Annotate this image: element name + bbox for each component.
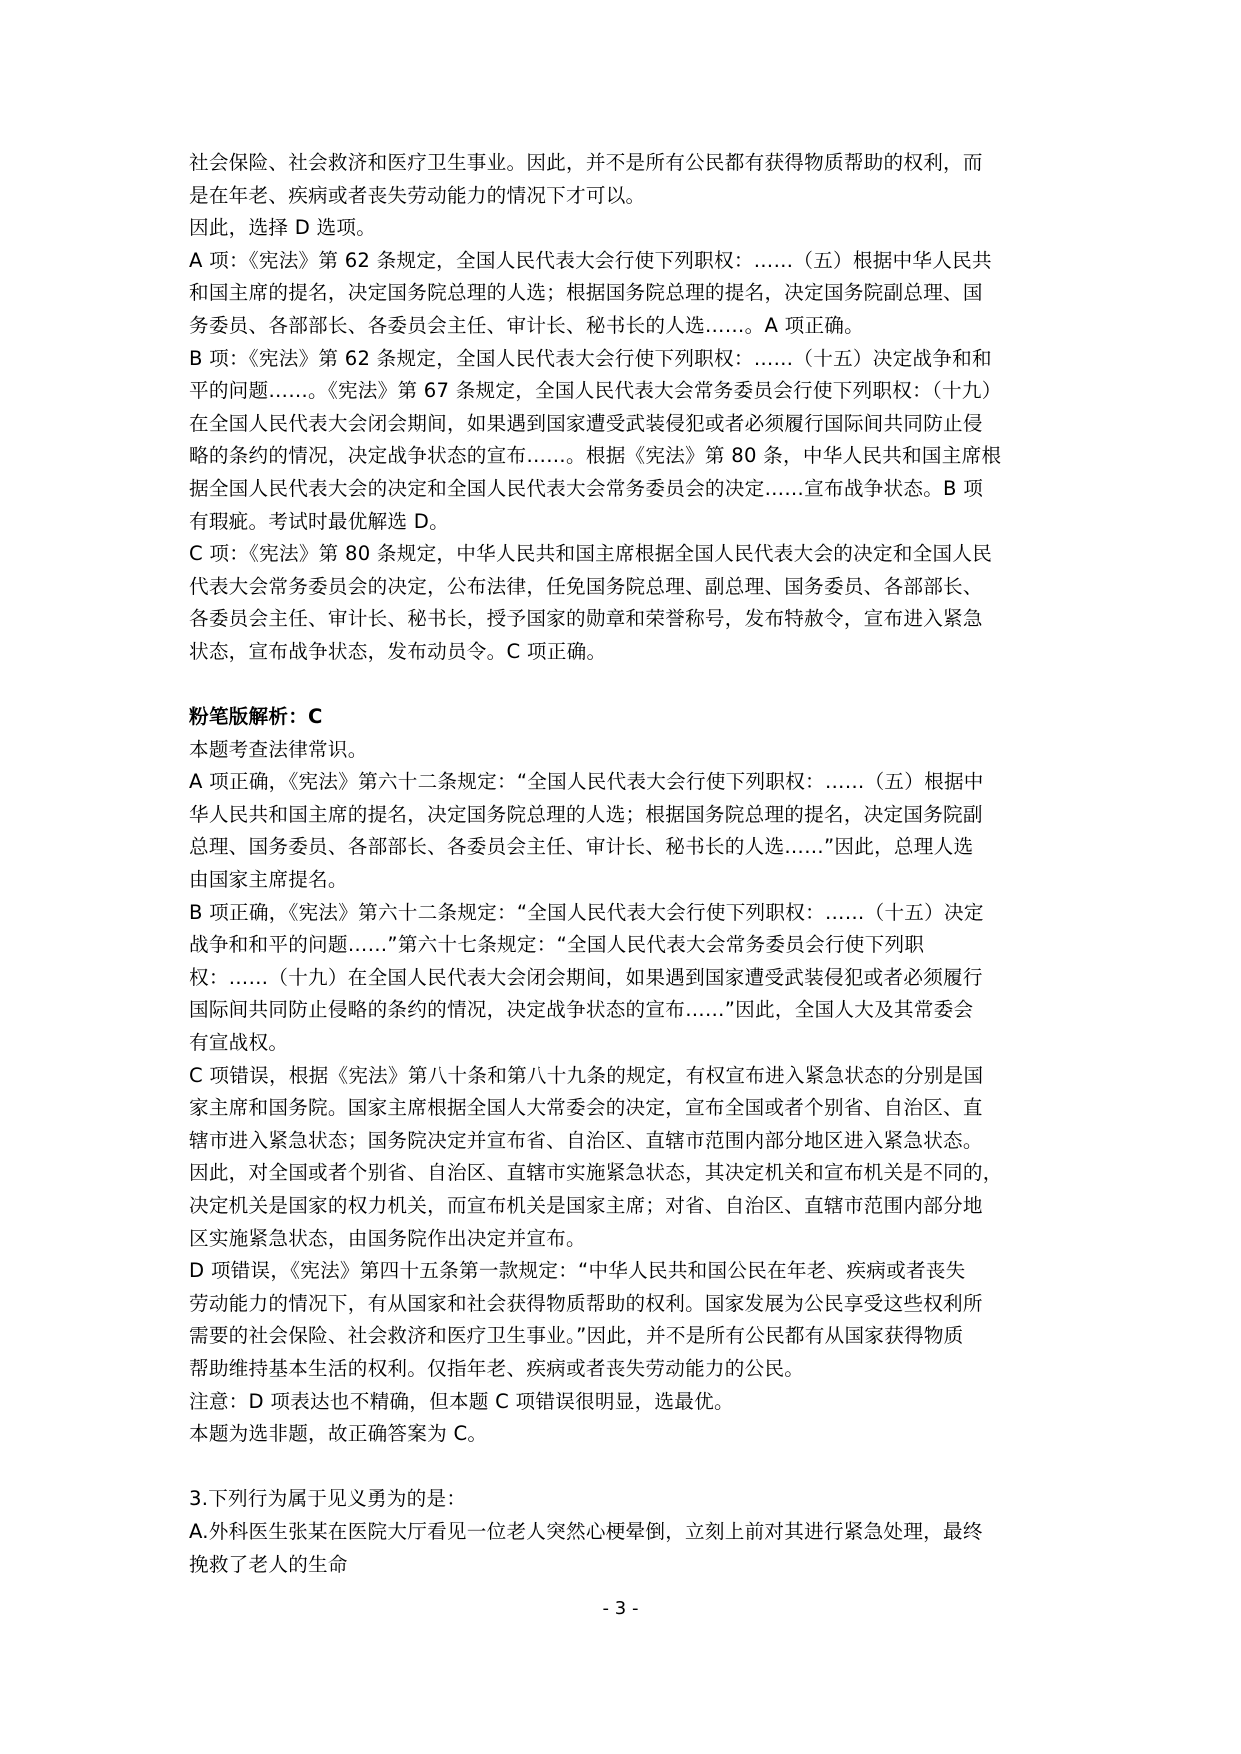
text-line: 国际间共同防止侵略的条约的情况，决定战争状态的宣布……”因此，全国人大及其常委会 — [189, 998, 974, 1022]
text-line: 注意：D 项表达也不精确，但本题 C 项错误很明显，选最优。 — [189, 1389, 734, 1413]
text-line: 由国家主席提名。 — [189, 868, 348, 892]
text-line: 本题考查法律常识。 — [189, 737, 368, 761]
text-line: 3.下列行为属于见义勇为的是： — [189, 1487, 467, 1511]
text-line: D 项错误，《宪法》第四十五条第一款规定：“中华人民共和国公民在年老、疾病或者丧失 — [189, 1259, 966, 1283]
explanation-block — [189, 147, 1059, 669]
text-line: 因此，选择 D 选项。 — [189, 216, 377, 240]
text-line: 代表大会常务委员会的决定，公布法律，任免国务院总理、副总理、国务委员、各部部长、 — [189, 574, 983, 598]
text-line: C 项错误，根据《宪法》第八十条和第八十九条的规定，有权宣布进入紧急状态的分别是国 — [189, 1063, 984, 1087]
text-line: 决定机关是国家的权力机关，而宣布机关是国家主席；对省、自治区、直辖市范围内部分地 — [189, 1194, 983, 1217]
text-line: 有瑕疵。考试时最优解选 D。 — [189, 509, 449, 533]
text-line: 社会保险、社会救济和医疗卫生事业。因此，并不是所有公民都有获得物质帮助的权利，而 — [189, 151, 983, 174]
text-line: A.外科医生张某在医院大厅看见一位老人突然心梗晕倒，立刻上前对其进行紧急处理，最终 — [189, 1519, 983, 1543]
section-heading: 粉笔版解析：C — [189, 705, 323, 729]
text-line: 帮助维持基本生活的权利。仅指年老、疾病或者丧失劳动能力的公民。 — [189, 1356, 805, 1380]
text-line: 因此，对全国或者个别省、自治区、直辖市实施紧急状态，其决定机关和宣布机关是不同的， — [189, 1161, 1003, 1185]
text-line: 区实施紧急状态，由国务院作出决定并宣布。 — [189, 1226, 586, 1250]
text-line: 据全国人民代表大会的决定和全国人民代表大会常务委员会的决定……宣布战争状态。B 项 — [189, 476, 984, 500]
page-content — [189, 147, 1059, 1581]
text-line: 挽救了老人的生命 — [189, 1552, 348, 1576]
text-line: A 项：《宪法》第 62 条规定，全国人民代表大会行使下列职权：……（五）根据中华人民共 — [189, 248, 992, 272]
text-line: 权：……（十九）在全国人民代表大会闭会期间，如果遇到国家遭受武装侵犯或者必须履行 — [189, 965, 983, 989]
fenbi-analysis-block — [189, 734, 1059, 1451]
text-line: 各委员会主任、审计长、秘书长，授予国家的勋章和荣誉称号，发布特赦令，宣布进入紧急 — [189, 607, 983, 631]
text-line: B 项：《宪法》第 62 条规定，全国人民代表大会行使下列职权：……（十五）决定战争和和 — [189, 346, 992, 370]
text-line: 辖市进入紧急状态；国务院决定并宣布省、自治区、直辖市范围内部分地区进入紧急状态。 — [189, 1128, 983, 1152]
text-line: 是在年老、疾病或者丧失劳动能力的情况下才可以。 — [189, 183, 646, 207]
text-line: 需要的社会保险、社会救济和医疗卫生事业。”因此，并不是所有公民都有从国家获得物质 — [189, 1324, 964, 1348]
text-line: B 项正确，《宪法》第六十二条规定：“全国人民代表大会行使下列职权：……（十五）决定 — [189, 900, 984, 924]
paragraph-gap — [189, 1451, 1059, 1484]
text-line: 战争和和平的问题……”第六十七条规定：“全国人民代表大会常务委员会行使下列职 — [189, 933, 925, 957]
question-block — [189, 1483, 1059, 1581]
text-line: 务委员、各部部长、各委员会主任、审计长、秘书长的人选……。A 项正确。 — [189, 313, 864, 337]
text-line: 华人民共和国主席的提名，决定国务院总理的人选；根据国务院总理的提名，决定国务院副 — [189, 802, 983, 826]
text-line: 家主席和国务院。国家主席根据全国人大常委会的决定，宣布全国或者个别省、自治区、直 — [189, 1096, 983, 1120]
text-line: 劳动能力的情况下，有从国家和社会获得物质帮助的权利。国家发展为公民享受这些权利所 — [189, 1291, 983, 1315]
text-line: 本题为选非题，故正确答案为 C。 — [189, 1422, 488, 1446]
text-line: 略的条约的情况，决定战争状态的宣布……。根据《宪法》第 80 条，中华人民共和国主席根 — [189, 444, 1002, 468]
text-line: C 项：《宪法》第 80 条规定，中华人民共和国主席根据全国人民代表大会的决定和全国人民 — [189, 542, 993, 566]
text-line: 状态，宣布战争状态，发布动员令。C 项正确。 — [189, 639, 607, 663]
text-line: 平的问题……。《宪法》第 67 条规定，全国人民代表大会常务委员会行使下列职权：（十九） — [189, 379, 1002, 403]
paragraph-gap — [189, 669, 1059, 702]
text-line: 有宣战权。 — [189, 1031, 289, 1055]
text-line: 和国主席的提名，决定国务院总理的人选；根据国务院总理的提名，决定国务院副总理、国 — [189, 281, 983, 305]
page-number: - 3 - — [602, 1598, 639, 1619]
text-line: A 项正确，《宪法》第六十二条规定：“全国人民代表大会行使下列职权：……（五）根据中 — [189, 770, 984, 794]
text-line: 总理、国务委员、各部部长、各委员会主任、审计长、秘书长的人选……”因此，总理人选 — [189, 835, 974, 859]
text-line: 在全国人民代表大会闭会期间，如果遇到国家遭受武装侵犯或者必须履行国际间共同防止侵 — [189, 411, 983, 435]
